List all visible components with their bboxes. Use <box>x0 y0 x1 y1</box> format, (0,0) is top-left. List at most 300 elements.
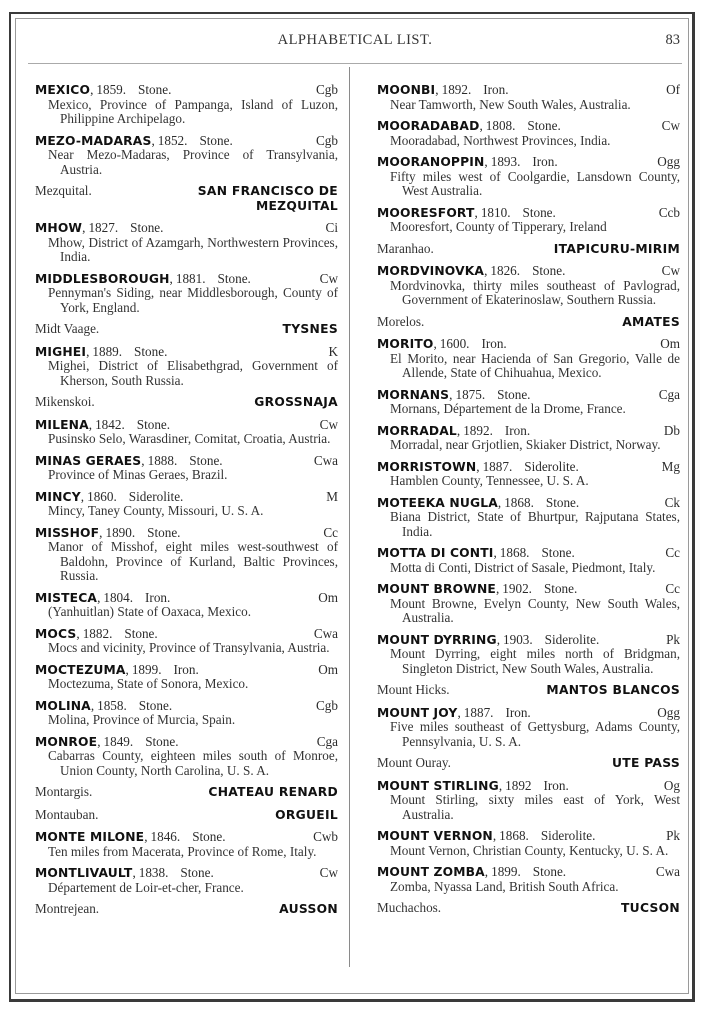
fall-year: 1810. <box>480 204 511 220</box>
classification-code: Cwa <box>655 864 680 879</box>
fall-year: 1842. <box>95 416 125 432</box>
meteorite-entry <box>377 206 680 235</box>
fall-year: 1846. <box>150 829 181 844</box>
fall-year: 1868. <box>504 494 534 510</box>
fall-year: 1882. <box>82 625 113 641</box>
locality-description: Zomba, Nyassa Land, British South Africa. <box>390 878 619 894</box>
entry-heading <box>35 272 338 287</box>
xref-target-name: TUCSON <box>620 901 680 915</box>
name-comma: , <box>97 733 101 749</box>
fall-year: 1887. <box>463 704 494 720</box>
classification-code: Cgb <box>316 132 338 148</box>
meteorite-kind: Stone. <box>541 545 575 560</box>
entry-heading <box>377 337 680 352</box>
meteorite-entry <box>377 337 680 381</box>
classification-code: Om <box>660 336 680 351</box>
meteorite-kind: Iron. <box>504 422 531 438</box>
locality-description: Mexico, Province of Pampanga, Island of Luzon, Philippine Archipelago. <box>48 96 338 126</box>
classification-code: Pk <box>666 828 680 843</box>
name-comma: , <box>433 336 437 351</box>
fall-year: 1868. <box>499 828 529 843</box>
entry-heading <box>377 388 680 403</box>
fall-year: 1859. <box>96 82 127 97</box>
fall-year: 1888. <box>147 452 178 468</box>
meteorite-kind: Siderolite. <box>544 631 600 647</box>
meteorite-name: MORRISTOWN <box>377 459 477 474</box>
entry-heading <box>377 119 680 134</box>
locality-description: Mooradabad, Northwest Provinces, India. <box>390 132 611 148</box>
entry-heading <box>35 591 338 606</box>
meteorite-name: MISTECA <box>35 590 98 605</box>
meteorite-name: MORRADAL <box>377 423 457 438</box>
cross-reference <box>377 315 680 330</box>
meteorite-kind: Stone. <box>497 386 531 402</box>
fall-year: 1875. <box>455 386 486 402</box>
meteorite-entry <box>377 829 680 858</box>
name-comma: , <box>97 589 101 605</box>
xref-place-name: Montargis. <box>35 784 93 799</box>
cross-reference <box>35 322 338 337</box>
xref-target-name: ORGUEIL <box>275 807 338 822</box>
meteorite-entry <box>35 526 338 584</box>
xref-place-name: Mount Ouray. <box>377 755 451 770</box>
meteorite-kind: Stone. <box>145 733 179 749</box>
meteorite-kind: Stone. <box>124 625 158 641</box>
entry-heading <box>377 779 680 794</box>
name-comma: , <box>497 494 502 510</box>
meteorite-kind: Stone. <box>130 220 164 235</box>
meteorite-name: MONTLIVAULT <box>35 866 133 880</box>
entry-heading <box>377 829 680 844</box>
name-comma: , <box>132 865 136 880</box>
classification-code: K <box>328 343 338 359</box>
entry-heading <box>35 83 338 98</box>
locality-description: Fifty miles west of Coolgardie, Lansdown County, West Australia. <box>390 168 680 198</box>
locality-description: Mount Dyrring, eight miles north of Bridgman, Singleton District, New South Wales, Australia. <box>390 646 680 676</box>
classification-code: Cw <box>319 270 338 286</box>
classification-code: Om <box>318 589 338 605</box>
entry-heading <box>35 221 338 236</box>
fall-year: 1852. <box>157 132 188 148</box>
fall-year: 1868. <box>499 545 530 560</box>
meteorite-name: MINAS GERAES <box>35 453 142 468</box>
locality-description: Département de Loir-et-cher, France. <box>48 879 244 895</box>
fall-year: 1887. <box>482 458 513 474</box>
meteorite-kind: Stone. <box>192 829 226 844</box>
meteorite-kind: Stone. <box>180 865 214 880</box>
meteorite-name: MIDDLESBOROUGH <box>35 271 170 286</box>
xref-place-name: Muchachos. <box>377 900 442 915</box>
meteorite-kind: Iron. <box>483 82 509 97</box>
name-comma: , <box>479 118 483 133</box>
meteorite-name: MONROE <box>35 734 98 749</box>
name-comma: , <box>484 154 488 169</box>
classification-code: Ogg <box>657 154 680 169</box>
entry-heading <box>35 699 338 714</box>
entry-heading <box>377 633 680 648</box>
entry-heading <box>377 546 680 561</box>
classification-code: Og <box>663 777 680 793</box>
cross-reference <box>35 395 338 410</box>
fall-year: 1827. <box>88 220 119 235</box>
meteorite-name: MOUNT STIRLING <box>377 778 499 793</box>
page-header <box>30 32 680 56</box>
locality-description: Mordvinovka, thirty miles southeast of Pavlograd, Government of Ekaterinoslaw, Southern Russia. <box>390 277 680 307</box>
classification-code: Pk <box>666 631 680 647</box>
meteorite-kind: Stone. <box>134 343 168 359</box>
fall-year: 1881. <box>175 270 206 286</box>
classification-code: Ck <box>664 494 680 510</box>
name-comma: , <box>498 777 503 793</box>
classification-code: Cgb <box>316 82 338 97</box>
meteorite-entry <box>377 706 680 750</box>
entry-heading <box>35 345 338 360</box>
entry-heading <box>35 454 338 469</box>
classification-code: Cc <box>665 545 680 560</box>
name-comma: , <box>82 220 86 235</box>
fall-year: 1899. <box>131 661 162 677</box>
meteorite-name: MOORESFORT <box>377 205 475 220</box>
meteorite-entry <box>377 83 680 112</box>
meteorite-kind: Stone. <box>217 270 251 286</box>
meteorite-name: MOTTA DI CONTI <box>377 546 494 560</box>
classification-code: Mg <box>661 458 680 474</box>
meteorite-name: MOONBI <box>377 83 436 97</box>
meteorite-kind: Iron. <box>543 777 569 793</box>
meteorite-entry <box>35 866 338 895</box>
fall-year: 1858. <box>97 697 127 713</box>
meteorite-name: MOTEEKA NUGLA <box>377 495 498 510</box>
name-comma: , <box>492 828 497 843</box>
meteorite-entry <box>377 155 680 199</box>
meteorite-kind: Siderolite. <box>524 458 579 474</box>
locality-description: Manor of Misshof, eight miles west-southwest of Baldohn, Province of Kurland, Baltic Provinces, Russia. <box>48 539 338 583</box>
fall-year: 1860. <box>87 488 117 504</box>
locality-description: Province of Minas Geraes, Brazil. <box>48 467 228 482</box>
classification-code: Cc <box>323 524 338 540</box>
xref-target-name: UTE PASS <box>611 756 680 770</box>
name-comma: , <box>144 829 148 844</box>
locality-description: Pusinsko Selo, Warasdiner, Comitat, Croatia, Austria. <box>48 431 331 446</box>
name-comma: , <box>435 82 439 97</box>
fall-year: 1838. <box>138 865 169 880</box>
meteorite-kind: Iron. <box>505 704 531 720</box>
meteorite-entry <box>377 496 680 540</box>
fall-year: 1890. <box>105 524 136 540</box>
entry-heading <box>35 490 338 505</box>
name-comma: , <box>484 263 488 278</box>
meteorite-entry <box>35 83 338 127</box>
meteorite-name: MEXICO <box>35 83 91 97</box>
meteorite-kind: Iron. <box>481 336 507 351</box>
meteorite-name: MOUNT VERNON <box>377 829 493 843</box>
meteorite-entry <box>35 699 338 728</box>
locality-description: Mount Stirling, sixty miles east of York, West Australia. <box>390 792 680 822</box>
fall-year: 1893. <box>490 154 521 169</box>
meteorite-entry <box>35 345 338 389</box>
classification-code: Cga <box>658 386 680 402</box>
locality-description: Five miles southeast of Gettysburg, Adams County, Pennsylvania, U. S. A. <box>390 719 680 749</box>
cross-reference <box>377 242 680 257</box>
meteorite-entry <box>35 134 338 178</box>
classification-code: M <box>326 488 338 504</box>
locality-description: Mincy, Taney County, Missouri, U. S. A. <box>48 503 264 518</box>
locality-description: Biana District, State of Bhurtpur, Rajputana States, India. <box>390 509 680 539</box>
name-comma: , <box>496 631 500 647</box>
meteorite-entry <box>377 582 680 626</box>
classification-code: Ci <box>325 220 338 235</box>
meteorite-kind: Stone. <box>138 82 172 97</box>
locality-description: (Yanhuitlan) State of Oaxaca, Mexico. <box>48 604 252 619</box>
right-column <box>377 83 680 924</box>
cross-reference <box>377 683 680 698</box>
fall-year: 1889. <box>92 343 123 359</box>
meteorite-entry <box>377 388 680 417</box>
meteorite-name: MOCS <box>35 626 77 641</box>
meteorite-entry <box>35 418 338 447</box>
meteorite-name: MEZO-MADARAS <box>35 133 152 148</box>
fall-year: 1826. <box>490 263 521 278</box>
meteorite-name: MOCTEZUMA <box>35 662 126 677</box>
classification-code: Cga <box>316 733 338 749</box>
name-comma: , <box>474 204 478 220</box>
meteorite-entry <box>377 865 680 894</box>
meteorite-entry <box>35 735 338 779</box>
entry-heading <box>35 627 338 642</box>
fall-year: 1849. <box>103 733 134 749</box>
fall-year: 1804. <box>103 589 134 605</box>
meteorite-name: MILENA <box>35 417 89 432</box>
meteorite-kind: Stone. <box>532 263 566 278</box>
header-rule <box>28 63 682 64</box>
meteorite-name: MORITO <box>377 337 434 351</box>
meteorite-entry <box>35 627 338 656</box>
meteorite-entry <box>377 119 680 148</box>
entry-heading <box>377 206 680 221</box>
name-comma: , <box>125 661 129 677</box>
name-comma: , <box>476 458 480 474</box>
locality-description: El Morito, near Hacienda of San Gregorio, Valle de Allende, State of Chihuahua, Mexico. <box>390 350 680 380</box>
classification-code: Cw <box>661 263 680 278</box>
running-title: ALPHABETICAL LIST. <box>277 32 433 48</box>
xref-place-name: Montauban. <box>35 806 99 822</box>
meteorite-kind: Siderolite. <box>540 828 596 843</box>
entry-heading <box>35 830 338 845</box>
meteorite-kind: Iron. <box>532 154 558 169</box>
locality-description: Hamblen County, Tennessee, U. S. A. <box>390 473 589 488</box>
fall-year: 1892. <box>441 82 472 97</box>
xref-target-name: TYSNES <box>282 322 338 336</box>
locality-description: Motta di Conti, District of Sasale, Piedmont, Italy. <box>390 559 656 575</box>
xref-target-name: CHATEAU RENARD <box>208 785 338 799</box>
cross-reference <box>35 902 338 917</box>
locality-description: Moctezuma, State of Sonora, Mexico. <box>48 676 249 691</box>
meteorite-entry <box>377 424 680 453</box>
entry-heading <box>35 134 338 149</box>
classification-code: Cwa <box>313 452 338 468</box>
xref-target-name: AUSSON <box>279 902 338 916</box>
fall-year: 1903. <box>503 631 533 647</box>
entry-heading <box>377 496 680 511</box>
left-column <box>35 83 338 925</box>
entry-heading <box>35 663 338 678</box>
classification-code: Cw <box>319 416 338 432</box>
column-divider <box>349 67 350 967</box>
xref-target-name: ITAPICURU-MIRIM <box>553 241 680 256</box>
xref-place-name: Mikenskoi. <box>35 394 95 409</box>
locality-description: Near Tamworth, New South Wales, Australia. <box>390 96 631 112</box>
fall-year: 1902. <box>502 581 532 596</box>
xref-place-name: Maranhao. <box>377 240 434 256</box>
meteorite-entry <box>35 221 338 265</box>
meteorite-kind: Stone. <box>527 118 561 133</box>
name-comma: , <box>457 704 461 720</box>
locality-description: Mount Browne, Evelyn County, New South Wales, Australia. <box>390 595 680 625</box>
entry-heading <box>35 526 338 541</box>
meteorite-kind: Stone. <box>138 697 173 713</box>
xref-place-name: Mount Hicks. <box>377 682 450 697</box>
entry-heading <box>377 865 680 880</box>
locality-description: Mooresfort, County of Tipperary, Ireland <box>390 219 607 234</box>
xref-target-name: MANTOS BLANCOS <box>546 683 680 697</box>
xref-place-name: Mezquital. <box>35 183 92 198</box>
entry-heading <box>377 582 680 597</box>
locality-description: Pennyman's Siding, near Middlesborough, County of York, England. <box>48 285 338 315</box>
entry-heading <box>377 706 680 721</box>
meteorite-kind: Stone. <box>522 204 556 220</box>
name-comma: , <box>141 452 145 468</box>
classification-code: Db <box>663 422 680 438</box>
meteorite-name: MIGHEI <box>35 344 87 359</box>
fall-year: 1892 <box>505 777 532 793</box>
meteorite-entry <box>377 460 680 489</box>
meteorite-kind: Stone. <box>147 524 181 540</box>
cross-reference <box>35 184 338 213</box>
meteorite-kind: Iron. <box>173 661 199 677</box>
classification-code: Ccb <box>658 204 680 220</box>
fall-year: 1892. <box>463 422 493 438</box>
name-comma: , <box>496 581 500 596</box>
meteorite-name: MHOW <box>35 221 83 235</box>
classification-code: Cw <box>319 865 338 880</box>
meteorite-name: MOUNT JOY <box>377 705 458 720</box>
meteorite-name: MOORANOPPIN <box>377 155 485 169</box>
entry-heading <box>377 264 680 279</box>
meteorite-kind: Stone. <box>199 132 233 148</box>
entry-heading <box>377 155 680 170</box>
locality-description: Morradal, near Grjotlien, Skiaker District, Norway. <box>390 437 661 452</box>
classification-code: Om <box>318 661 338 677</box>
classification-code: Of <box>666 82 680 97</box>
xref-place-name: Montrejean. <box>35 901 100 916</box>
name-comma: , <box>151 132 155 148</box>
entry-heading <box>35 735 338 750</box>
xref-target-name: SAN FRANCISCO DE MEZQUITAL <box>197 184 338 213</box>
meteorite-entry <box>35 490 338 519</box>
locality-description: Cabarras County, eighteen miles south of Monroe, Union County, North Carolina, U. S. A. <box>48 748 338 778</box>
name-comma: , <box>449 386 453 402</box>
meteorite-name: MOLINA <box>35 698 91 713</box>
cross-reference <box>35 785 338 800</box>
cross-reference <box>35 808 338 823</box>
name-comma: , <box>88 416 93 432</box>
fall-year: 1899. <box>491 864 521 879</box>
meteorite-name: MORDVINOVKA <box>377 264 485 278</box>
meteorite-entry <box>35 272 338 316</box>
meteorite-name: MORNANS <box>377 387 450 402</box>
entry-heading <box>377 83 680 98</box>
meteorite-kind: Stone. <box>136 416 171 432</box>
name-comma: , <box>99 524 103 540</box>
locality-description: Molina, Province of Murcia, Spain. <box>48 712 236 727</box>
meteorite-name: MISSHOF <box>35 525 100 540</box>
entry-heading <box>377 424 680 439</box>
page-number: 83 <box>665 32 680 48</box>
meteorite-entry <box>35 663 338 692</box>
xref-place-name: Midt Vaage. <box>35 321 100 336</box>
locality-description: Mighei, District of Elisabethgrad, Government of Kherson, South Russia. <box>48 358 338 388</box>
meteorite-kind: Stone. <box>543 581 578 596</box>
cross-reference <box>377 901 680 916</box>
classification-code: Cwb <box>313 829 338 844</box>
locality-description: Near Mezo-Madaras, Province of Transylvania, Austria. <box>48 147 338 177</box>
locality-description: Mocs and vicinity, Province of Transylvania, Austria. <box>48 640 330 655</box>
cross-reference <box>377 756 680 771</box>
entry-heading <box>377 460 680 475</box>
meteorite-kind: Stone. <box>189 452 223 468</box>
meteorite-kind: Stone. <box>532 864 567 879</box>
meteorite-name: MOUNT BROWNE <box>377 582 496 596</box>
meteorite-name: MONTE MILONE <box>35 830 145 844</box>
meteorite-entry <box>35 830 338 859</box>
name-comma: , <box>86 343 90 359</box>
xref-target-name: AMATES <box>622 314 680 329</box>
name-comma: , <box>76 625 80 641</box>
meteorite-name: MOUNT DYRRING <box>377 632 497 647</box>
xref-target-name: GROSSNAJA <box>254 395 338 409</box>
meteorite-entry <box>377 779 680 823</box>
locality-description: Mhow, District of Azamgarh, Northwestern Provinces, India. <box>48 234 338 264</box>
meteorite-entry <box>35 591 338 620</box>
meteorite-name: MINCY <box>35 489 81 504</box>
classification-code: Cc <box>665 581 680 596</box>
name-comma: , <box>493 545 497 560</box>
meteorite-entry <box>35 454 338 483</box>
meteorite-entry <box>377 546 680 575</box>
name-comma: , <box>90 82 94 97</box>
classification-code: Cgb <box>316 697 338 713</box>
meteorite-entry <box>377 264 680 308</box>
locality-description: Mount Vernon, Christian County, Kentucky, U. S. A. <box>390 842 669 858</box>
name-comma: , <box>456 422 461 438</box>
entry-heading <box>35 418 338 433</box>
locality-description: Mornans, Département de la Drome, France. <box>390 401 626 416</box>
locality-description: Ten miles from Macerata, Province of Rome, Italy. <box>48 843 317 859</box>
name-comma: , <box>169 270 173 286</box>
name-comma: , <box>90 697 95 713</box>
classification-code: Ogg <box>657 704 680 720</box>
classification-code: Cw <box>661 118 680 133</box>
meteorite-name: MOORADABAD <box>377 119 480 133</box>
name-comma: , <box>484 864 489 879</box>
meteorite-entry <box>377 633 680 677</box>
entry-heading <box>35 866 338 881</box>
meteorite-kind: Stone. <box>545 494 580 510</box>
meteorite-kind: Siderolite. <box>128 488 184 504</box>
fall-year: 1808. <box>485 118 516 133</box>
xref-place-name: Morelos. <box>377 313 425 329</box>
meteorite-kind: Iron. <box>145 589 171 605</box>
